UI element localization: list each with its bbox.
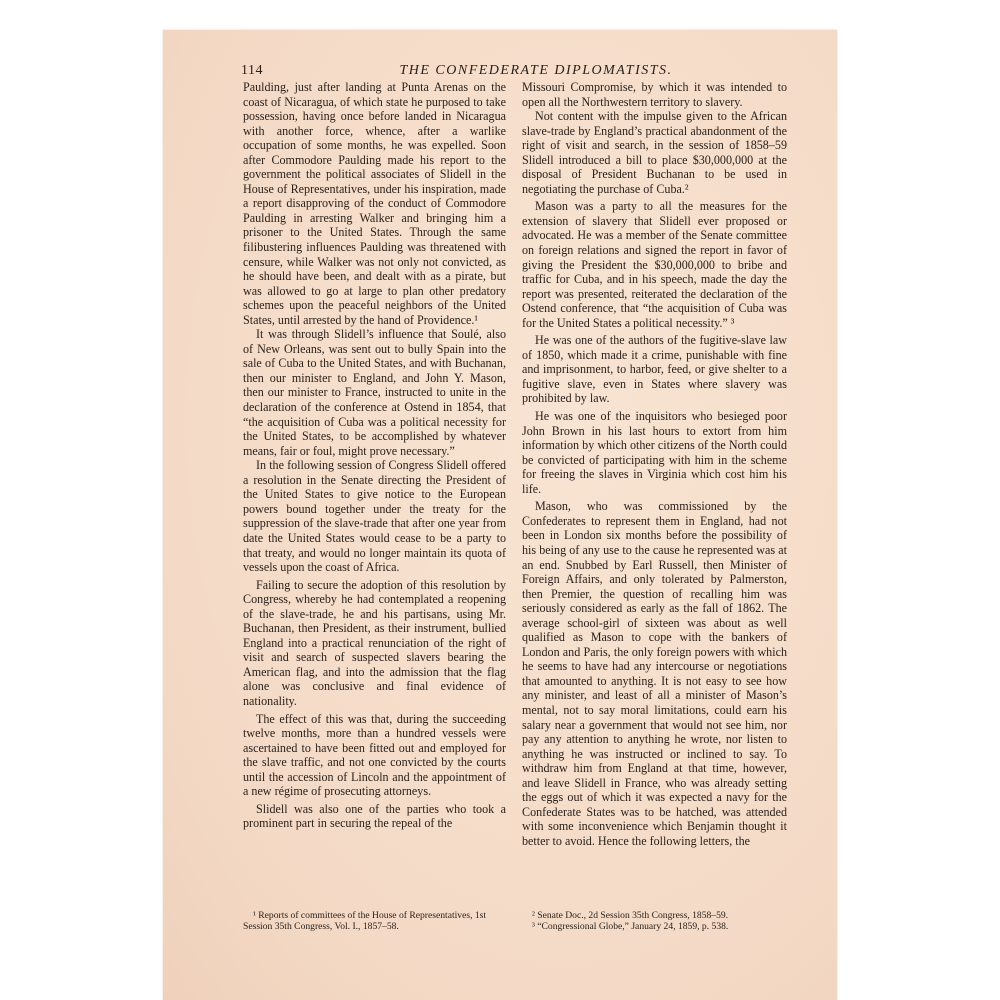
- footnote: ² Senate Doc., 2d Session 35th Congress, 1858–59.: [532, 910, 729, 921]
- running-head: THE CONFEDERATE DIPLOMATISTS.: [399, 63, 673, 78]
- book-page: [163, 30, 837, 1000]
- paragraph: Slidell was also one of the parties who took a prominent part in securing the repeal of the: [243, 801, 506, 831]
- paragraph: Not content with the impulse given to the African slave-trade by England’s practical abandonment of the right of visit and search, in the session of 1858–59 Slidell introduced a bill to place $30,000,000 at the disposal of President Buchanan to be used in negotiating the purchase of Cuba.²: [522, 109, 787, 196]
- footnote: ³ “Congressional Globe,” January 24, 1859, p. 538.: [532, 921, 729, 932]
- footnote: ¹ Reports of committees of the House of Representatives, 1st Session 35th Congress, Vol. I., 1857–58.: [243, 910, 487, 932]
- paragraph: Paulding, just after landing at Punta Arenas on the coast of Nicaragua, of which state he purposed to take possession, having once before landed in Nicaragua with another force, whence, after a warlike occupation of some months, he was expelled. Soon after Commodore Paulding made his report to the government the political associates of Slidell in the House of Representatives, under his inspiration, made a report disapproving of the conduct of Commodore Paulding in arresting Walker and bringing him a prisoner to the United States. Through the same filibustering influences Paulding was threatened with censure, while Walker was not only not convicted, as he should have been, and dealt with as a pirate, but was allowed to go at large to plan other predatory schemes upon the peaceful neighbors of the United States, until arrested by the hand of Providence.¹: [243, 80, 506, 327]
- paragraph: It was through Slidell’s influence that Soulé, also of New Orleans, was sent out to bully Spain into the sale of Cuba to the United States, and with Buchanan, then our minister to England, and John Y. Mason, then our minister to France, instructed to unite in the declaration of the conference at Ostend in 1854, that “the acquisition of Cuba was a political necessity for the United States, to be accomplished by whatever means, fair or foul, might prove necessary.”: [243, 327, 506, 458]
- footnotes-left: [243, 910, 506, 932]
- page-number: 114: [241, 63, 263, 78]
- paragraph: Mason, who was commissioned by the Confederates to represent them in England, had not been in London six months before the possibility of his being of any use to the cause he represented was at an end. Snubbed by Earl Russell, then Minister of Foreign Affairs, and only tolerated by Palmerston, then Premier, the question of recalling him was seriously considered as early as the fall of 1862. The average school-girl of sixteen was about as well qualified as Mason to cope with the bankers of London and Paris, the only foreign powers with which he seems to have had any intercourse or negotiations that amounted to anything. It is not easy to see how any minister, and least of all a minister of Mason’s mental, not to say moral limitations, could earn his salary near a government that would not see him, nor pay any attention to anything he wrote, nor listen to anything he was instructed or inclined to say. To withdraw him from England at that time, however, and leave Slidell in France, who was already setting the eggs out of which it was expected a navy for the Confederate States was to be hatched, was attended with some inconvenience which Benjamin thought it better to avoid. Hence the following letters, the: [522, 499, 787, 848]
- right-column: [522, 80, 787, 848]
- paragraph: The effect of this was that, during the succeeding twelve months, more than a hundred vessels were ascertained to have been fitted out and employed for the slave traffic, and not one convicted by the courts until the accession of Lincoln and the appointment of a new régime of prosecuting attorneys.: [243, 711, 506, 799]
- paragraph: He was one of the authors of the fugitive-slave law of 1850, which made it a crime, punishable with fine and imprisonment, to harbor, feed, or give shelter to a fugitive slave, even in States where slavery was prohibited by law.: [522, 333, 787, 406]
- paragraph: He was one of the inquisitors who besieged poor John Brown in his last hours to extort from him information by which other citizens of the North could be convicted of participating with him in the scheme for freeing the slaves in Virginia which cost him his life.: [522, 409, 787, 496]
- paragraph: Failing to secure the adoption of this resolution by Congress, whereby he had contemplated a reopening of the slave-trade, he and his partisans, using Mr. Buchanan, then President, as their instrument, bullied England into a practical renunciation of the right of visit and search of suspected slavers bearing the American flag, and into the admission that the flag alone was conclusive and final evidence of nationality.: [243, 577, 506, 708]
- footnotes-right: [522, 910, 787, 932]
- paragraph: Mason was a party to all the measures for the extension of slavery that Slidell ever proposed or advocated. He was a member of the Senate committee on foreign relations and signed the report in favor of giving the President the $30,000,000 to bribe and traffic for Cuba, and in his speech, made the day the report was presented, reiterated the declaration of the Ostend conference, that “the acquisition of Cuba was for the United States a political necessity.” ³: [522, 199, 787, 330]
- paragraph: In the following session of Congress Slidell offered a resolution in the Senate directing the President of the United States to give notice to the European powers bound together under the treaty for the suppression of the slave-trade that after one year from date the United States would cease to be a party to that treaty, and would no longer maintain its quota of vessels upon the coast of Africa.: [243, 458, 506, 575]
- paragraph: Missouri Compromise, by which it was intended to open all the Northwestern territory to slavery.: [522, 80, 787, 109]
- left-column: [243, 80, 506, 831]
